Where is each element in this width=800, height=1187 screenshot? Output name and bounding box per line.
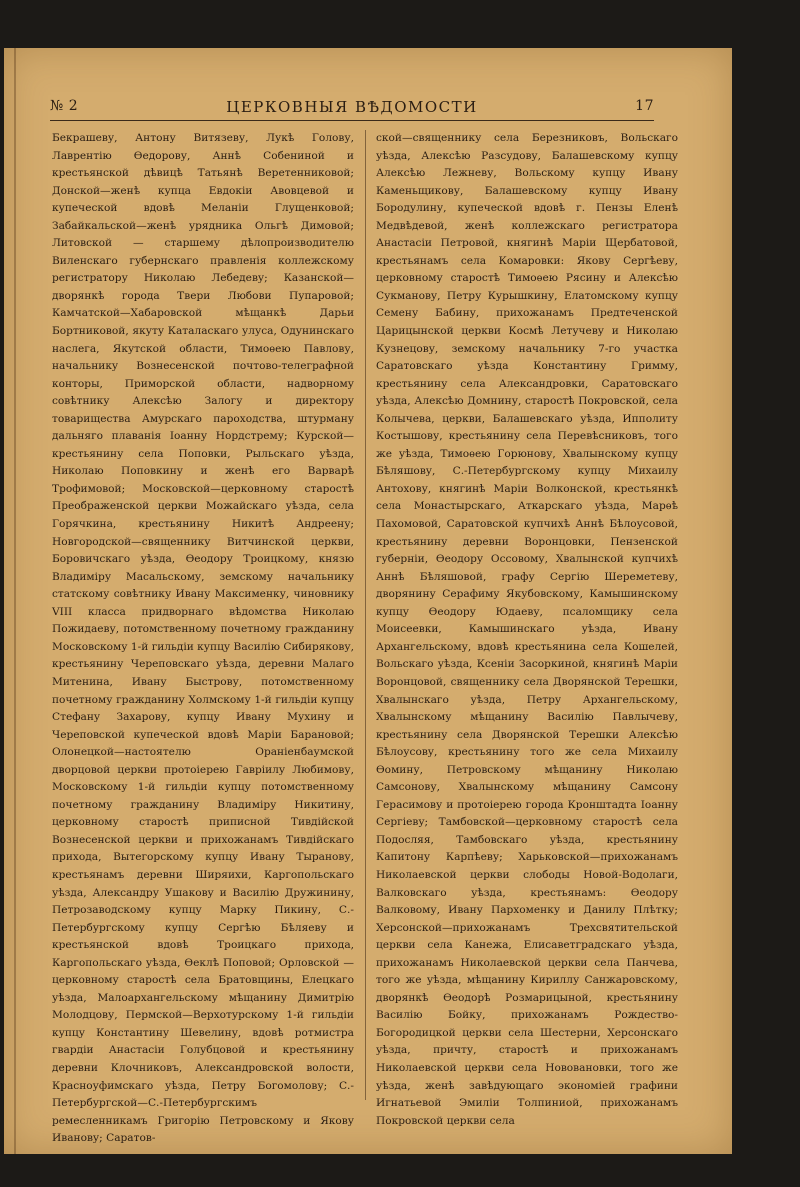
- text-column-right: [376, 130, 678, 1127]
- column-text: Бекрашеву, Антону Витязеву, Лукѣ Голову, Лаврентію Ѳедорову, Аннѣ Собениной и крестьянской дѣвицѣ Татьянѣ Веретенниковой; Донской—женѣ купца Евдокіи Авовцевой и купеческой вдовѣ Меланіи Глущенковой; Забайкальской—женѣ урядника Ольгѣ Димовой; Литовской — старшему дѣлопроизводителю Виленскаго губернскаго правленія коллежскому регистратору Николаю Лебедеву; Казанской—дворянкѣ города Твери Любови Пупаровой; Камчатской—Хабаровской мѣщанкѣ Дарьи Бортниковой, якуту Каталаскаго улуса, Одунинскаго наслега, Якутской области, Тимоѳею Павлову, начальнику Вознесенской почтово-телеграфной конторы, Приморской области, надворному совѣтнику Алексѣю Залогу и директору товарищества Амурскаго пароходства, штурману дальняго плаванія Іоанну Нордстрему; Курской—крестьянину села Поповки, Рыльскаго уѣзда, Николаю Поповкину и женѣ его Варварѣ Трофимовой; Московской—церковному старостѣ Преображенской церкви Можайскаго уѣзда, села Горячкина, крестьянину Никитѣ Андреену; Новгородской—священнику Витчинской церкви, Боровичскаго уѣзда, Ѳеодору Троицкому, князю Владиміру Масальскому, земскому начальнику статскому совѣтнику Ивану Максименку, чиновнику VIII класса придворнаго вѣдомства Николаю Пожидаеву, потомственному почетному гражданину Московскому 1-й гильдіи купцу Василію Сибирякову, крестьянину Череповскаго уѣзда, деревни Малаго Митенина, Ивану Быстрову, потомственному почетному гражданину Холмскому 1-й гильдіи купцу Стефану Захарову, купцу Ивану Мухину и Череповской купеческой вдовѣ Маріи Барановой; Олонецкой—настоятелю Ораніенбаумской дворцовой церкви протоіерею Гавріилу Любимову, Московскому 1-й гильдіи купцу потомственному почетному гражданину Владиміру Никитину, церковному старостѣ приписной Тивдійской Вознесенской церкви и прихожанамъ Тивдійскаго прихода, Вытегорскому купцу Ивану Тыранову, крестьянамъ деревни Ширяихи, Каргопольскаго уѣзда, Александру Ушакову и Василію Дружинину, Петрозаводскому купцу Марку Пикину, С.-Петербургскому купцу Сергѣю Бѣляеву и крестьянской вдовѣ Троицкаго прихода, Каргопольскаго уѣзда, Ѳеклѣ Поповой; Орловской — церковному старостѣ села Братовщины, Елецкаго уѣзда, Малоархангельскому мѣщанину Димитрію Молодцову, Пермской—Верхотурскому 1-й гильдіи купцу Константину Шевелину, вдовѣ ротмистра гвардіи Анастасіи Голубцовой и крестьянину деревни Клочниковъ, Александровской волости, Красноуфимскаго уѣзда, Петру Богомолову; С.-Петербургской—С.-Петербургскимъ ремесленникамъ Григорію Петровскому и Якову Иванову; Саратов-: [52, 132, 354, 1145]
- column-divider: [365, 130, 366, 1100]
- text-column-left: [52, 130, 354, 1145]
- newspaper-page: [4, 48, 732, 1154]
- issue-number: № 2: [50, 98, 79, 114]
- publication-title: ЦЕРКОВНЫЯ ВѢДОМОСТИ: [226, 98, 478, 116]
- page-number: 17: [635, 98, 654, 114]
- page-header: [50, 98, 654, 121]
- column-text: ской—священнику села Березниковъ, Вольскаго уѣзда, Алексѣю Разсудову, Балашевскому купцу Алексѣю Лежневу, Вольскому купцу Ивану Каменьщикову, Балашевскому купцу Ивану Бородулину, купеческой вдовѣ г. Пензы Еленѣ Медвѣдевой, женѣ коллежскаго регистратора Анастасіи Петровой, княгинѣ Маріи Щербатовой, крестьянамъ села Комаровки: Якову Сергѣеву, церковному старостѣ Тимоѳею Рясину и Алексѣю Сукманову, Петру Курышкину, Елатомскому купцу Семену Бабину, прихожанамъ Предтеченской Царицынской церкви Космѣ Летучеву и Николаю Кузнецову, земскому начальнику 7-го участка Саратовскаго уѣзда Константину Гримму, крестьянину села Александровки, Саратовскаго уѣзда, Алексѣю Домнину, старостѣ Покровской, села Колычева, церкви, Балашевскаго уѣзда, Ипполиту Костышову, крестьянину села Перевѣсниковъ, того же уѣзда, Тимоѳею Горюнову, Хвалынскому купцу Бѣляшову, С.-Петербургскому купцу Михаилу Антохову, княгинѣ Маріи Волконской, крестьянкѣ села Монастырскаго, Аткарскаго уѣзда, Марѳѣ Пахомовой, Саратовской купчихѣ Аннѣ Бѣлоусовой, крестьянину деревни Воронцовки, Пензенской губерніи, Ѳеодору Оссовому, Хвалынской купчихѣ Аннѣ Бѣляшовой, графу Сергію Шереметеву, дворянину Серафиму Якубовскому, Камышинскому купцу Ѳеодору Юдаеву, псаломщику села Моисеевки, Камышинскаго уѣзда, Ивану Архангельскому, вдовѣ крестьянина села Кошелей, Вольскаго уѣзда, Ксеніи Засоркиной, княгинѣ Маріи Воронцовой, священнику села Дворянской Терешки, Хвалынскаго уѣзда, Петру Архангельскому, Хвалынскому мѣщанину Василію Павлычеву, крестьянину села Дворянской Терешки Алексѣю Бѣлоусову, крестьянину того же села Михаилу Ѳомину, Петровскому мѣщанину Николаю Самсонову, Хвалынскому мѣщанину Самсону Герасимову и протоіерею города Кронштадта Іоанну Сергіеву; Тамбовской—церковному старостѣ села Подосляя, Тамбовскаго уѣзда, крестьянину Капитону Карпѣеву; Харьковской—прихожанамъ Николаевской церкви слободы Новой-Водолаги, Валковскаго уѣзда, крестьянамъ: Ѳеодору Валковому, Ивану Пархоменку и Данилу Плѣтку; Херсонской—прихожанамъ Трехсвятительской церкви села Канежа, Елисаветградскаго уѣзда, прихожанамъ Николаевской церкви села Панчева, того же уѣзда, мѣщанину Кириллу Санжаровскому, дворянкѣ Ѳеодорѣ Розмарицыной, крестьянину Василію Бойку, прихожанамъ Рождество-Богородицкой церкви села Шестерни, Херсонскаго уѣзда, причту, старостѣ и прихожанамъ Николаевской церкви села Нововановки, того же уѣзда, женѣ завѣдующаго экономіей графини Игнатьевой Эмиліи Толпиниой, прихожанамъ Покровской церкви села: [376, 132, 678, 1127]
